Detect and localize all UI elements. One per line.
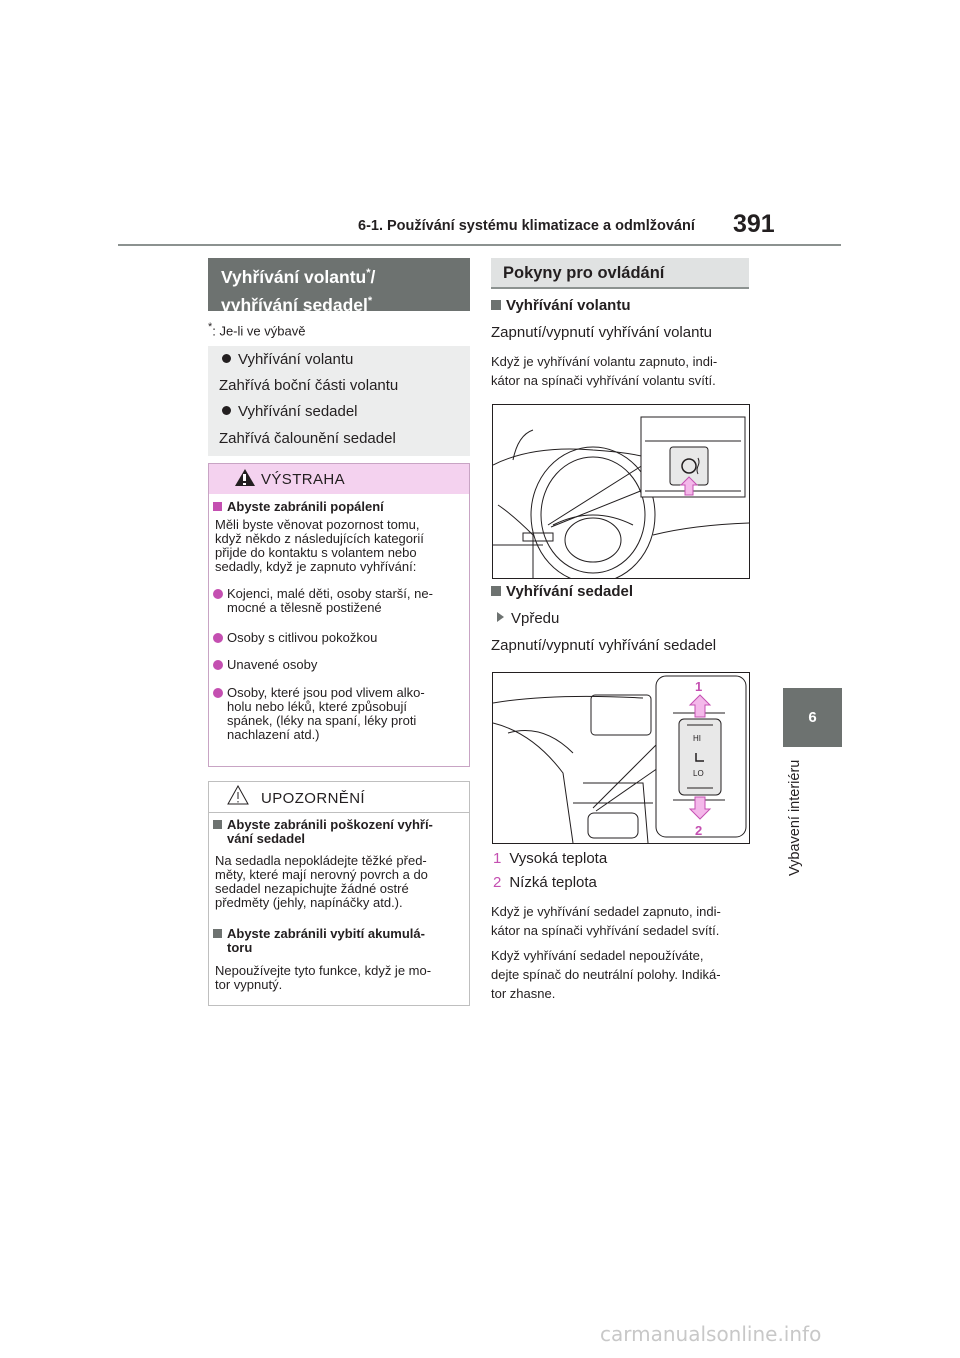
warning-line: přijde do kontaktu s volantem nebo: [215, 545, 417, 560]
notice-title: UPOZORNĚNÍ: [261, 790, 366, 807]
seats-desc-line: dejte spínač do neutrální polohy. Indiká-: [491, 967, 721, 982]
seats-action: Zapnutí/vypnutí vyhřívání sedadel: [491, 637, 717, 654]
section-heading-heating: [208, 258, 470, 315]
steering-action: Zapnutí/vypnutí vyhřívání volantu: [491, 324, 712, 341]
heading-line1: Vyhřívání volantu: [221, 266, 367, 287]
feature-item: [222, 351, 353, 368]
notice-line: měty, které mají nerovný povrch a do: [215, 867, 428, 882]
warning-line: když někdo z následujících kategorií: [215, 531, 424, 546]
square-bullet-icon: [213, 502, 222, 511]
callout-1: 1: [695, 679, 703, 694]
page-number: 391: [733, 210, 775, 238]
notice-box: [208, 781, 470, 1006]
switch-lo-label: LO: [693, 769, 704, 778]
warning-item: Unavené osoby: [213, 658, 317, 672]
warning-item-cont: nachlazení atd.): [227, 727, 320, 742]
heading-line2: vyhřívání sedadel: [221, 294, 368, 315]
switch-hi-label: HI: [693, 734, 701, 743]
chapter-number: 6: [808, 709, 817, 726]
notice-heading-cont: vání sedadel: [227, 831, 306, 846]
steering-wheel-drawing: [493, 405, 749, 578]
seats-desc-line: kátor na spínači vyhřívání sedadel svítí.: [491, 923, 720, 938]
square-bullet-icon: [491, 300, 501, 310]
section-heading-instructions: Pokyny pro ovládání: [491, 258, 749, 289]
notice-line: předměty (jehly, napínáčky atd.).: [215, 895, 403, 910]
warning-box: [208, 463, 470, 767]
feature-item: [222, 403, 358, 420]
notice-header: [209, 782, 469, 813]
callout-2: 2: [695, 823, 703, 838]
square-bullet-icon: [213, 820, 222, 829]
seats-heading: Vyhřívání sedadel: [491, 583, 633, 600]
heading-slash: /: [370, 266, 376, 287]
callout-label-2: 2 Nízká teplota: [493, 874, 597, 891]
warning-item: Osoby, které jsou pod vlivem alko-: [213, 686, 425, 700]
notice-heading: Abyste zabránili vybití akumulá-: [213, 927, 425, 941]
notice-line: sedadel nezapichujte žádné ostré: [215, 881, 409, 896]
section-title: 6-1. Používání systému klimatizace a odmlžování: [358, 218, 695, 234]
square-bullet-icon: [491, 586, 501, 596]
bullet-icon: [213, 660, 223, 670]
console-drawing: [493, 673, 749, 843]
warning-line: Měli byste věnovat pozornost tomu,: [215, 517, 420, 532]
footnote: [208, 321, 305, 338]
bullet-icon: [222, 406, 231, 415]
seat-heater-illustration: [492, 672, 750, 844]
warning-line: sedadly, když je zapnuto vyhřívání:: [215, 559, 417, 574]
feature-title: Vyhřívání volantu: [238, 351, 354, 368]
steering-heading: Vyhřívání volantu: [491, 297, 630, 314]
bullet-icon: [222, 354, 231, 363]
bullet-icon: [213, 633, 223, 643]
callout-label-1: 1 Vysoká teplota: [493, 850, 608, 867]
notice-line: Na sedadla nepokládejte těžké před-: [215, 853, 427, 868]
steering-heater-illustration: [492, 404, 750, 579]
seats-sub: Vpředu: [497, 610, 559, 627]
warning-item-cont: mocné a tělesně postižené: [227, 600, 382, 615]
heading-sup2: *: [367, 294, 373, 307]
chevron-right-icon: [497, 612, 504, 622]
seats-desc-line: Když vyhřívání sedadel nepoužíváte,: [491, 948, 704, 963]
warning-subheading: Abyste zabránili popálení: [213, 500, 384, 514]
notice-line: Nepoužívejte tyto funkce, když je mo-: [215, 963, 432, 978]
seats-desc-line: Když je vyhřívání sedadel zapnuto, indi-: [491, 904, 721, 919]
bullet-icon: [213, 688, 223, 698]
warning-item-cont: spánek, (léky na spaní, léky proti: [227, 713, 417, 728]
caution-outline-icon: [227, 785, 249, 805]
square-bullet-icon: [213, 929, 222, 938]
feature-title: Vyhřívání sedadel: [238, 403, 358, 420]
watermark: carmanualsonline.info: [600, 1322, 822, 1346]
bullet-icon: [213, 589, 223, 599]
footnote-text: : Je-li ve výbavě: [212, 323, 306, 339]
steering-desc-line: kátor na spínači vyhřívání volantu svítí.: [491, 373, 716, 388]
footnote-mark: *: [208, 321, 213, 333]
chapter-title-vertical: [785, 758, 805, 878]
heading-sup1: *: [366, 267, 371, 279]
warning-title: VÝSTRAHA: [261, 471, 346, 488]
feature-summary-box: [208, 346, 470, 456]
notice-heading-cont: toru: [227, 940, 253, 955]
header-rule: [118, 244, 841, 246]
feature-desc: Zahřívá boční části volantu: [219, 377, 399, 394]
chapter-title: Vybavení interiéru: [787, 759, 803, 876]
feature-desc: Zahřívá čalounění sedadel: [219, 430, 396, 447]
seats-desc-line: tor zhasne.: [491, 986, 556, 1001]
warning-item: Osoby s citlivou pokožkou: [213, 631, 377, 645]
steering-desc-line: Když je vyhřívání volantu zapnuto, indi-: [491, 354, 718, 369]
warning-header: [209, 464, 469, 494]
chapter-tab[interactable]: [783, 688, 842, 747]
notice-heading: Abyste zabránili poškození vyhří-: [213, 818, 433, 832]
notice-line: tor vypnutý.: [215, 977, 283, 992]
warning-item: Kojenci, malé děti, osoby starší, ne-: [213, 587, 433, 601]
warning-item-cont: holu nebo léků, které způsobují: [227, 699, 407, 714]
